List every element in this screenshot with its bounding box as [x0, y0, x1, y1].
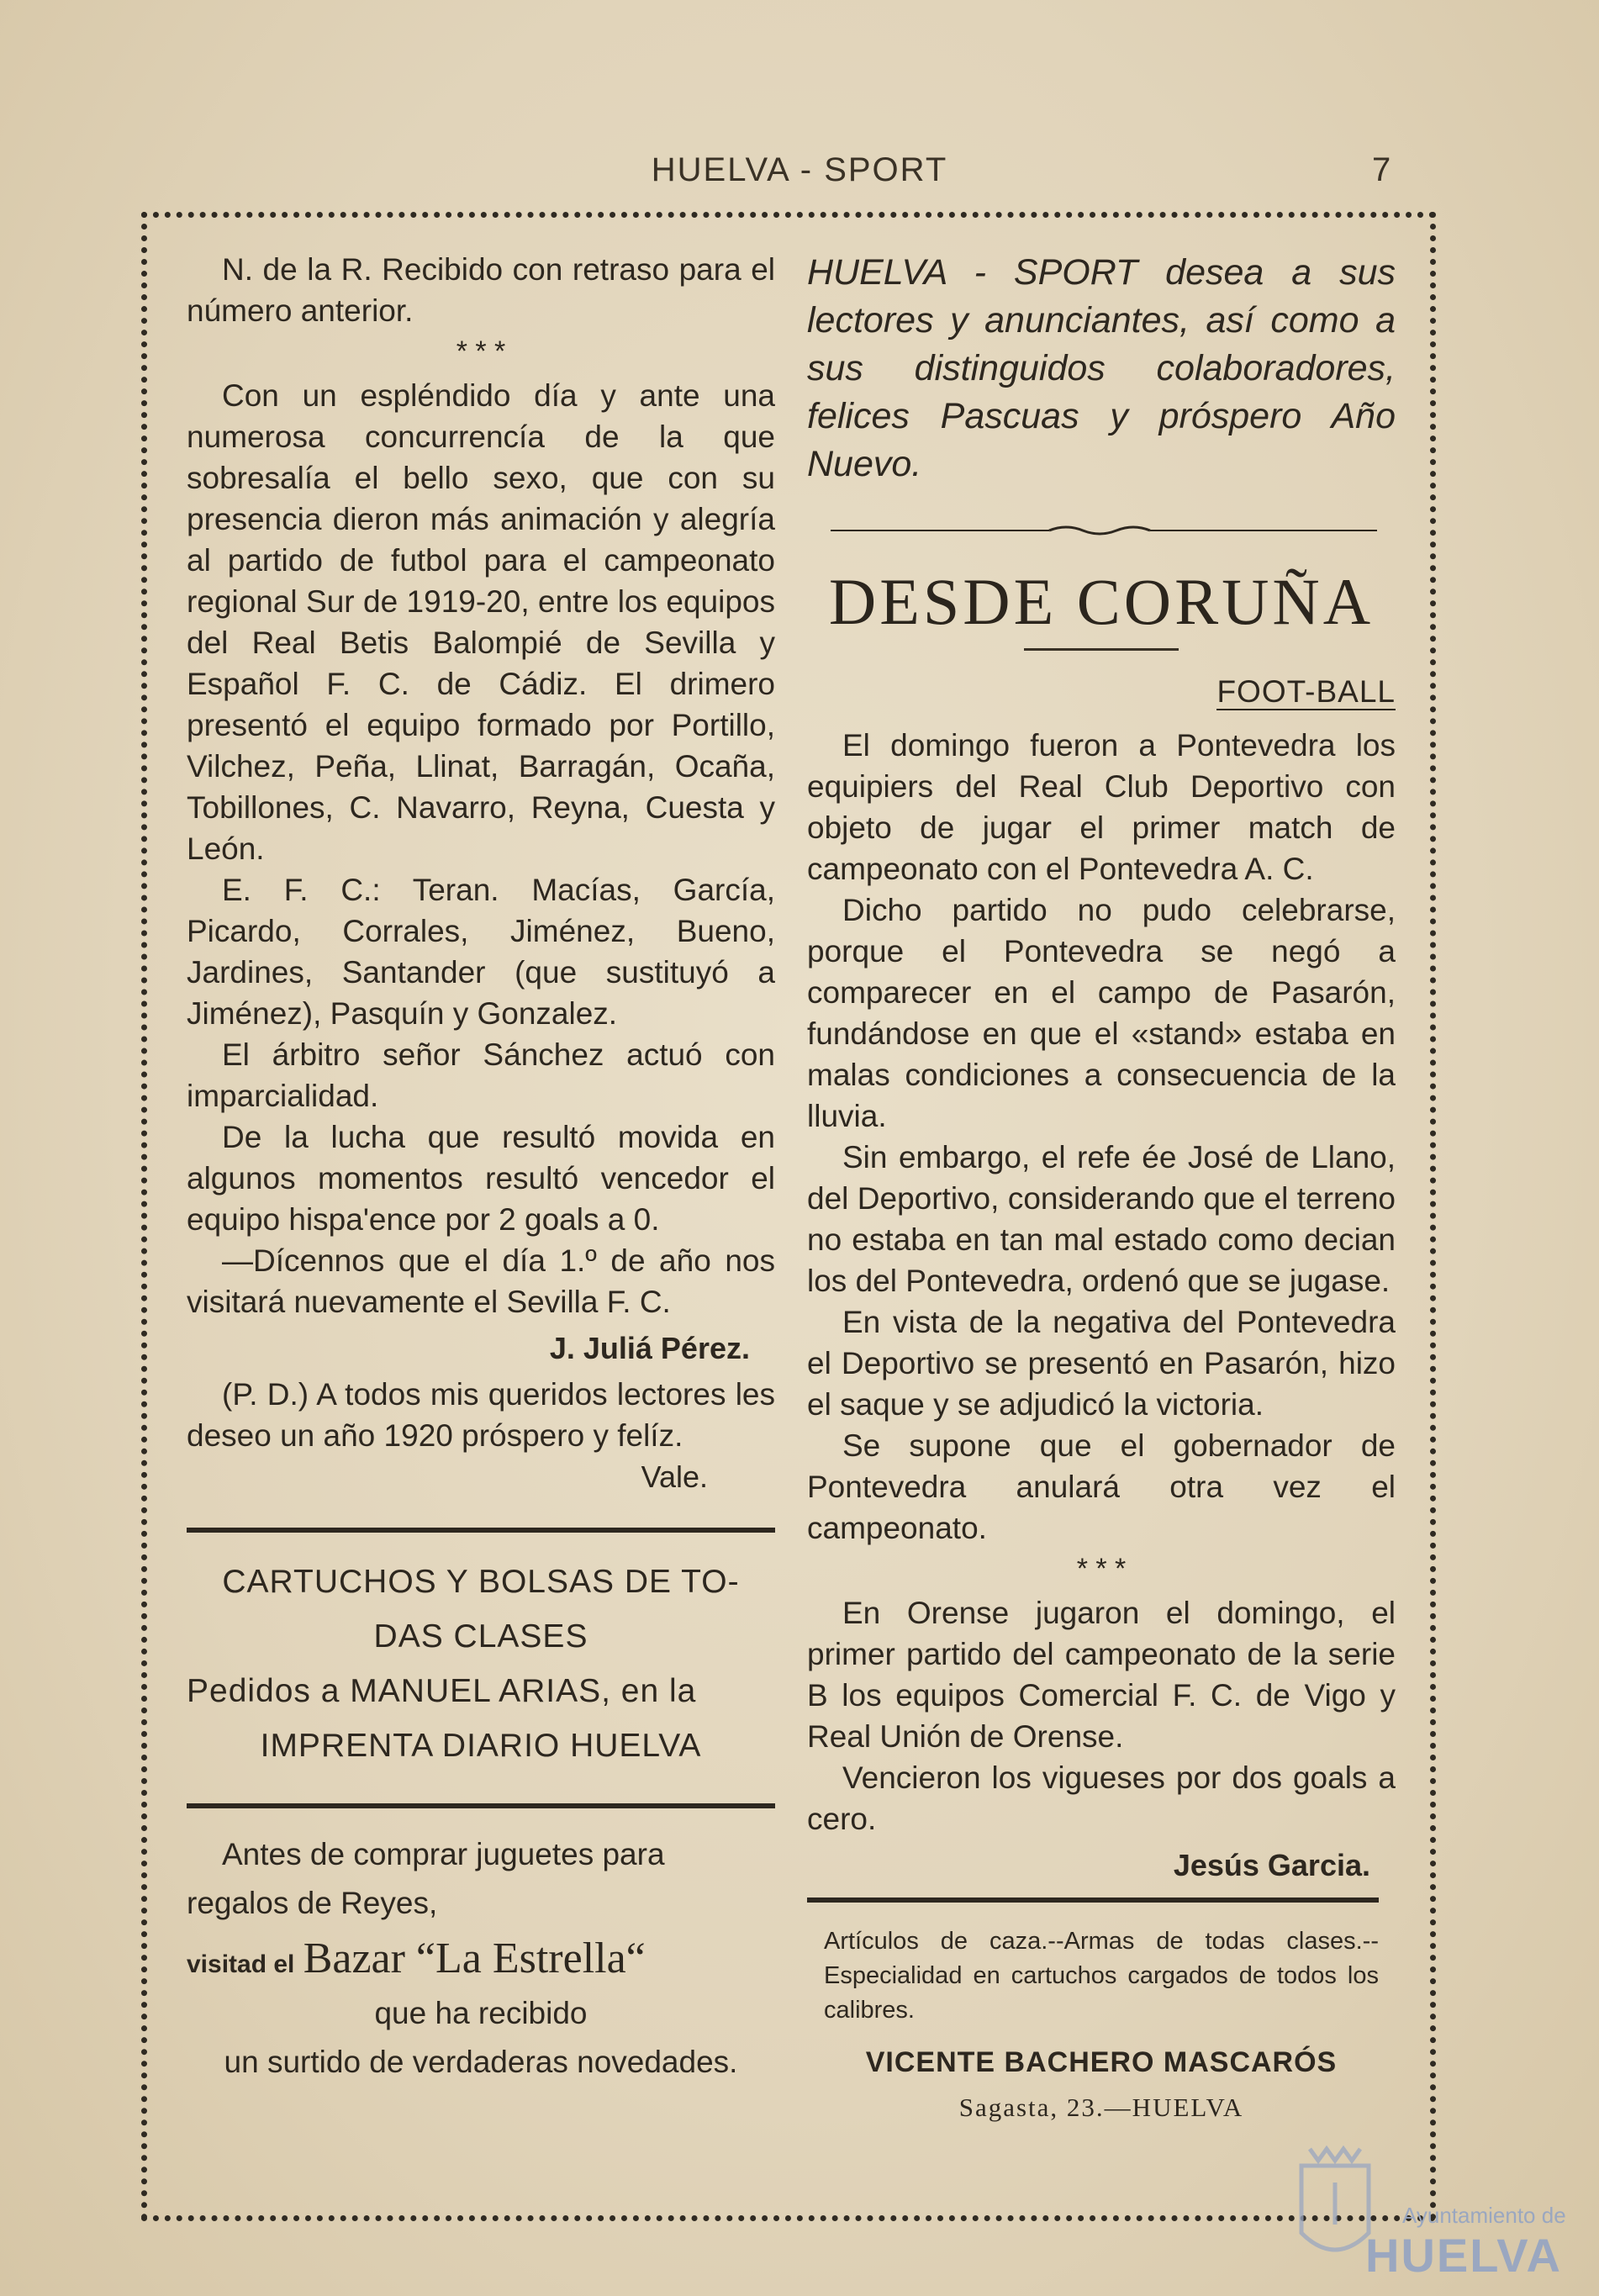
section-title: DESDE CORUÑA	[828, 565, 1375, 638]
ad-line: DAS CLASES	[373, 1618, 588, 1655]
article-paragraph: E. F. C.: Teran. Macías, García, Picardo, Corrales, Jiménez, Bueno, Jardines, Santander (que sustituyó a Jiménez), Pasquín y Gonzalez.	[187, 873, 775, 1031]
editor-note: N. de la R. Recibido con retraso para el número anterior.	[187, 252, 775, 328]
section-label	[807, 674, 1396, 710]
ad-vicente	[807, 1924, 1396, 2123]
postscript: (P. D.) A todos mis queridos lectores les deseo un año 1920 próspero y felíz.	[187, 1377, 775, 1453]
watermark-small: Ayuntamiento de	[1402, 2203, 1566, 2228]
ad-line: un surtido de verdaderas novedades.	[224, 2045, 738, 2079]
running-title: HUELVA - SPORT	[651, 151, 948, 188]
advertiser-name: VICENTE BACHERO MASCARÓS	[865, 2046, 1338, 2078]
divider-rule	[807, 1897, 1379, 1903]
article-paragraph: En vista de la negativa del Pontevedra el Deportivo se presentó en Pasarón, hizo el saque y se adjudicó la victoria.	[807, 1305, 1396, 1422]
ornamental-divider	[807, 514, 1396, 547]
divider-rule	[187, 1528, 775, 1533]
article-paragraph: —Dícennos que el día 1.º de año nos visitará nuevamente el Sevilla F. C.	[187, 1243, 775, 1319]
bazar-prefix: visitad el	[187, 1950, 295, 1978]
article-paragraph: En Orense jugaron el domingo, el primer partido del campeonato de la serie B los equipos Comercial F. C. de Vigo y Real Unión de Orense.	[807, 1596, 1396, 1754]
author-signature: Jesús Garcia.	[1173, 1848, 1370, 1882]
section-stars: * * *	[456, 335, 506, 367]
ad-intro: Antes de comprar juguetes para regalos de Reyes,	[187, 1837, 665, 1920]
article-paragraph: Dicho partido no pudo celebrarse, porque el Pontevedra se negó a comparecer en el campo de Pasarón, fundándose en que el «stand» estaba en malas condiciones a consecuencia de la lluvia.	[807, 893, 1396, 1133]
ad-cartuchos	[187, 1554, 775, 1773]
right-column	[807, 249, 1396, 2123]
article-paragraph: El árbitro señor Sánchez actuó con imparcialidad.	[187, 1037, 775, 1113]
article-paragraph: Sin embargo, el refe ée José de Llano, del Deportivo, considerando que el terreno no estaba en tan mal estado como decian los del Pontevedra, ordenó que se jugase.	[807, 1140, 1396, 1298]
bazar-name: Bazar “La Estrella“	[303, 1934, 646, 1982]
ad-line: que ha recibido	[374, 1996, 588, 2030]
divider-rule	[187, 1803, 775, 1808]
title-underline	[1024, 648, 1179, 651]
article-paragraph: El domingo fueron a Pontevedra los equipiers del Real Club Deportivo con objeto de jugar el primer match de campeonato con el Pontevedra A. C.	[807, 728, 1396, 886]
section-stars: * * *	[1076, 1553, 1127, 1585]
holiday-greeting: HUELVA - SPORT desea a sus lectores y anunciantes, así como a sus distinguidos colaboradores, felices Pascuas y próspero Año Nuevo.	[807, 252, 1396, 484]
ad-line: IMPRENTA DIARIO HUELVA	[260, 1728, 702, 1764]
article-paragraph: De la lucha que resultó movida en algunos momentos resultó vencedor el equipo hispa'ence por 2 goals a 0.	[187, 1120, 775, 1237]
ad-bazar	[187, 1830, 775, 2087]
advertiser-address: Sagasta, 23.—HUELVA	[958, 2093, 1244, 2122]
watermark-big: HUELVA	[1365, 2229, 1562, 2282]
closing-word: Vale.	[641, 1459, 708, 1494]
ad-line: CARTUCHOS Y BOLSAS DE TO-	[222, 1564, 740, 1600]
page-number: 7	[1372, 151, 1391, 188]
bazar-line	[187, 1934, 775, 1989]
article-paragraph: Con un espléndido día y ante una numerosa concurrencía de la que sobresalía el bello sexo, que con su presencia dieron más animación y alegría al partido de futbol para el campeonato regional Sur de 1919-20, entre los equipos del Real Betis Balompié de Sevilla y Español F. C. de Cádiz. El drimero presentó el equipo formado por Portillo, Vilchez, Peña, Llinat, Barragán, Ocaña, Tobillones, C. Navarro, Reyna, Cuesta y León.	[187, 378, 775, 866]
ad-description: Artículos de caza.--Armas de todas clases.--Especialidad en cartuchos cargados de todos los calibres.	[824, 1928, 1379, 2024]
ad-line: Pedidos a MANUEL ARIAS, en la	[187, 1673, 697, 1709]
article-paragraph: Vencieron los vigueses por dos goals a cero.	[807, 1760, 1396, 1836]
article-paragraph: Se supone que el gobernador de Pontevedra anulará otra vez el campeonato.	[807, 1428, 1396, 1545]
left-column	[187, 249, 775, 2087]
section-label-text: FOOT-BALL	[1216, 674, 1396, 709]
author-signature: J. Juliá Pérez.	[549, 1331, 750, 1365]
